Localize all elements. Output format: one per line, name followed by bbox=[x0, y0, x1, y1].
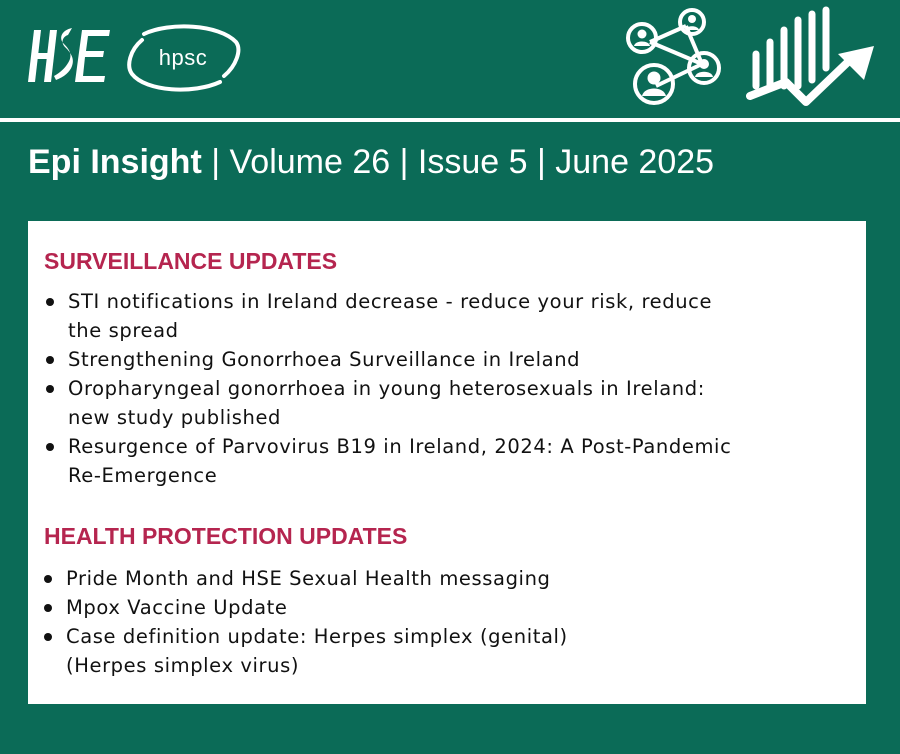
bullet-icon bbox=[46, 385, 54, 393]
bullet-icon bbox=[44, 604, 52, 612]
list-item-line: the spread bbox=[68, 319, 179, 342]
bullet-icon bbox=[44, 633, 52, 641]
hse-logo bbox=[28, 26, 112, 86]
contents-box bbox=[28, 221, 866, 704]
list-item-line: Re-Emergence bbox=[68, 464, 218, 487]
list-item bbox=[28, 432, 868, 490]
network-people-icon bbox=[622, 6, 728, 108]
header-divider bbox=[0, 118, 900, 122]
bullet-icon bbox=[44, 575, 52, 583]
list-item bbox=[28, 287, 868, 345]
list-item-line: Oropharyngeal gonorrhoea in young heterosexuals in Ireland: bbox=[68, 377, 705, 400]
list-item bbox=[28, 345, 868, 374]
bullet-icon bbox=[46, 443, 54, 451]
header-banner bbox=[0, 0, 900, 118]
list-item-line: Mpox Vaccine Update bbox=[66, 596, 288, 619]
issue-details: | Volume 26 | Issue 5 | June 2025 bbox=[201, 143, 715, 181]
health-protection-heading: HEALTH PROTECTION UPDATES bbox=[44, 523, 408, 549]
list-item-line: Pride Month and HSE Sexual Health messaging bbox=[66, 567, 551, 590]
list-item bbox=[28, 374, 868, 432]
bullet-icon bbox=[46, 298, 54, 306]
list-item-line: (Herpes simplex virus) bbox=[66, 654, 300, 677]
list-item-line: Strengthening Gonorrhoea Surveillance in Ireland bbox=[68, 348, 581, 371]
hpsc-logo-text: hpsc bbox=[158, 45, 208, 70]
list-item bbox=[28, 564, 866, 593]
growth-chart-icon bbox=[746, 6, 882, 110]
publication-name: Epi Insight bbox=[28, 143, 202, 181]
list-item-line: Case definition update: Herpes simplex (genital) bbox=[66, 625, 568, 648]
list-item-line: Resurgence of Parvovirus B19 in Ireland, 2024: A Post-Pandemic bbox=[68, 435, 732, 458]
surveillance-list bbox=[28, 287, 868, 490]
list-item bbox=[28, 622, 866, 680]
issue-title bbox=[28, 140, 714, 184]
list-item bbox=[28, 593, 866, 622]
health-protection-list bbox=[28, 564, 866, 680]
bullet-icon bbox=[46, 356, 54, 364]
list-item-line: STI notifications in Ireland decrease - reduce your risk, reduce bbox=[68, 290, 713, 313]
surveillance-heading: SURVEILLANCE UPDATES bbox=[44, 248, 338, 274]
hpsc-logo bbox=[124, 20, 242, 96]
list-item-line: new study published bbox=[68, 406, 282, 429]
